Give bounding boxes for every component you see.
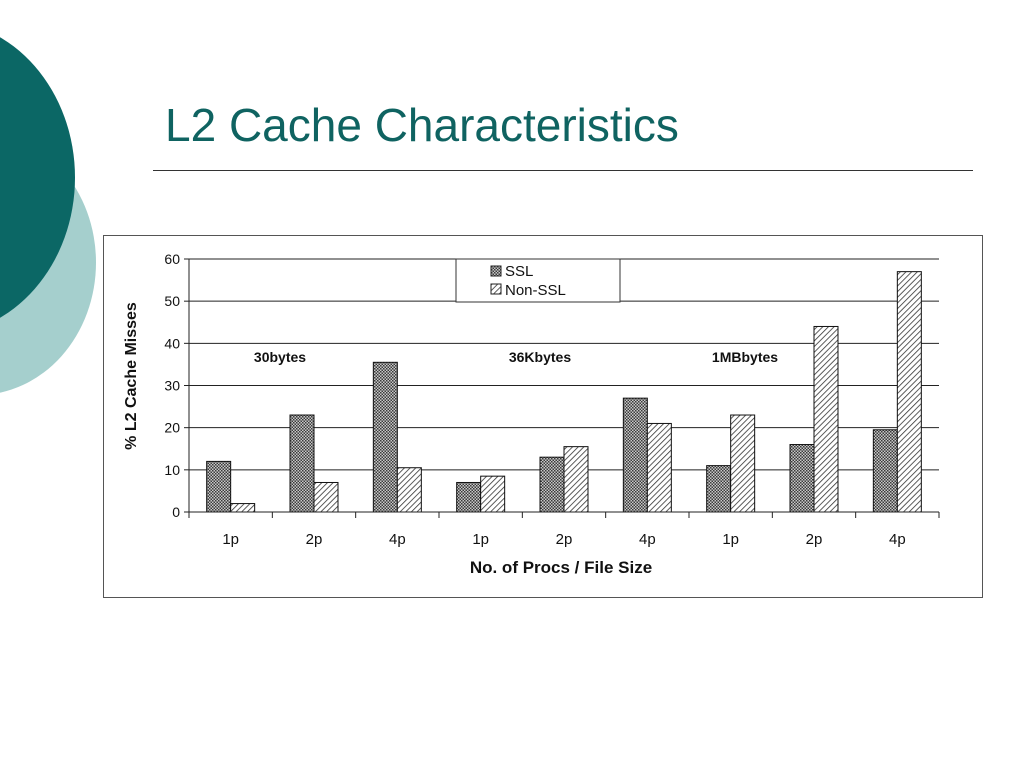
- y-tick-label: 50: [164, 293, 180, 310]
- group-label-1mbbytes: 1MBbytes: [711, 349, 779, 365]
- x-tick-label: 1p: [222, 531, 240, 548]
- bar-non-ssl: [397, 468, 421, 512]
- bar-ssl: [623, 398, 647, 512]
- y-tick-label: 40: [164, 335, 180, 352]
- y-tick-label: 0: [172, 504, 180, 520]
- bar-ssl: [540, 457, 564, 512]
- x-tick-label: 2p: [305, 531, 323, 548]
- bar-non-ssl: [314, 482, 338, 512]
- bar-ssl: [790, 445, 814, 512]
- bar-non-ssl: [731, 415, 755, 512]
- title-divider: [153, 170, 973, 171]
- bar-ssl: [373, 362, 397, 512]
- legend-swatch-non-ssl: [491, 284, 501, 294]
- bar-ssl: [457, 482, 481, 512]
- x-tick-label: 2p: [555, 531, 573, 548]
- y-tick-label: 60: [164, 251, 180, 267]
- legend: [456, 259, 620, 302]
- x-axis-label: No. of Procs / File Size: [469, 558, 653, 577]
- x-tick-label: 2p: [805, 531, 823, 548]
- bar-non-ssl: [647, 423, 671, 512]
- bar-chart: [104, 236, 982, 597]
- y-tick-label: 30: [164, 377, 180, 394]
- bar-ssl: [290, 415, 314, 512]
- bar-non-ssl: [897, 272, 921, 512]
- group-label-36kbytes: 36Kbytes: [508, 349, 572, 365]
- bar-non-ssl: [231, 504, 255, 512]
- bar-ssl: [873, 430, 897, 512]
- y-tick-label: 20: [164, 419, 180, 436]
- y-axis-label: % L2 Cache Misses: [123, 302, 140, 450]
- y-tick-label: 10: [164, 461, 180, 478]
- legend-label-ssl: SSL: [505, 263, 534, 280]
- bar-non-ssl: [814, 326, 838, 512]
- bar-non-ssl: [481, 476, 505, 512]
- bar-layer: [207, 272, 922, 512]
- bar-non-ssl: [564, 447, 588, 512]
- chart-frame: [103, 235, 983, 598]
- slide-title: L2 Cache Characteristics: [165, 99, 679, 151]
- x-tick-label: 4p: [388, 531, 406, 548]
- legend-swatch-ssl: [491, 266, 501, 276]
- bar-ssl: [707, 466, 731, 512]
- legend-label-non-ssl: Non-SSL: [505, 282, 566, 299]
- x-tick-label: 1p: [472, 531, 490, 548]
- group-label-30bytes: 30bytes: [253, 349, 307, 365]
- x-tick-label: 4p: [638, 531, 656, 548]
- x-tick-label: 1p: [722, 531, 740, 548]
- x-tick-label: 4p: [888, 531, 906, 548]
- bar-ssl: [207, 461, 231, 512]
